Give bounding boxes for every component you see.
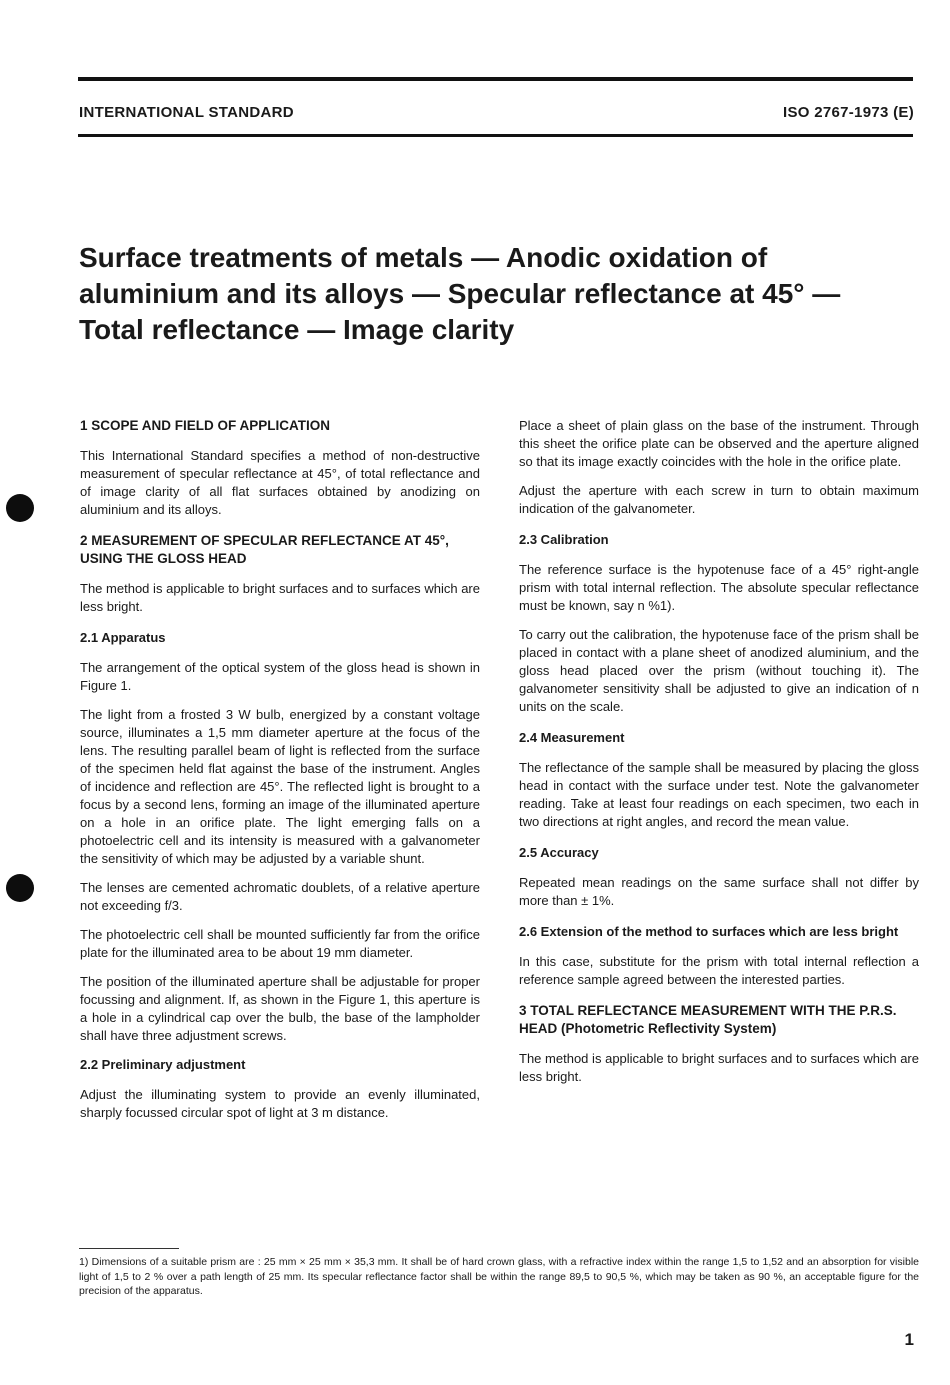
section-3-paragraph: The method is applicable to bright surfaces and to surfaces which are less bright. <box>519 1051 919 1084</box>
title-line-1: Surface treatments of metals — Anodic oxidation of <box>79 242 768 273</box>
header-rule-top <box>78 77 913 81</box>
header-standard-number: ISO 2767-1973 (E) <box>782 104 914 121</box>
footnote-divider <box>79 1248 179 1249</box>
title-line-2: aluminium and its alloys — Specular reflectance at 45° — <box>79 278 841 309</box>
section-2-2-heading: 2.2 Preliminary adjustment <box>80 1057 246 1072</box>
section-2-paragraph: The method is applicable to bright surfaces and to surfaces which are less bright. <box>80 581 480 614</box>
left-column <box>80 417 480 1133</box>
section-2-3-heading: 2.3 Calibration <box>519 532 609 547</box>
punch-hole <box>6 874 34 902</box>
section-2-5-heading: 2.5 Accuracy <box>519 845 599 860</box>
section-2-1-paragraph-2: The light from a frosted 3 W bulb, energized by a constant voltage source, illuminates a 1,5 mm diameter aperture at the focus of the lens. The resulting parallel beam of light is reflected from the surface of the specimen held flat against the base of the instrument. Angles of incidence and reflection are 45°. The reflected light is brought to a focus by a second lens, forming an image of the illuminated aperture on a hole in an orifice plate. The light emerging falls on a photoelectric cell and its intensity is measured with a galvanometer the sensitivity of which may be adjusted by a variable shunt. <box>80 707 480 866</box>
section-2-1-paragraph-4: The photoelectric cell shall be mounted sufficiently far from the orifice plate for the illuminated area to be about 19 mm diameter. <box>80 927 480 960</box>
footnote: 1) Dimensions of a suitable prism are : 25 mm × 25 mm × 35,3 mm. It shall be of hard crown glass, with a refractive index within the range 1,5 to 1,52 and an absorption for visible light of 1,5 to 2 % over a path length of 25 mm. Its specular reflectance factor shall be within the range 89,5 to 90,5 %, which may be taken as 90 %, an acceptable figure for the precision of the apparatus. <box>79 1256 919 1297</box>
section-2-3-paragraph-1: The reference surface is the hypotenuse face of a 45° right-angle prism with total internal reflection. The absolute specular reflectance must be known, say n %1). <box>519 562 919 613</box>
section-2-6-paragraph: In this case, substitute for the prism with total internal reflection a reference sample agreed between the interested parties. <box>519 954 919 987</box>
title-line-3: Total reflectance — Image clarity <box>79 314 515 345</box>
header-rule-bottom <box>78 134 913 137</box>
section-2-1-heading: 2.1 Apparatus <box>80 630 166 645</box>
section-2-4-paragraph: The reflectance of the sample shall be measured by placing the gloss head in contact with the surface under test. Note the galvanometer reading. Take at least four readings on each specimen, two each in two directions at right angles, and record the mean value. <box>519 760 919 829</box>
document-title <box>79 240 899 348</box>
section-2-4-heading: 2.4 Measurement <box>519 730 625 745</box>
section-3-heading: 3 TOTAL REFLECTANCE MEASUREMENT WITH THE P.R.S. HEAD (Photometric Reflectivity System) <box>519 1003 897 1036</box>
section-2-6-heading: 2.6 Extension of the method to surfaces which are less bright <box>519 924 899 939</box>
section-2-3-paragraph-2: To carry out the calibration, the hypotenuse face of the prism shall be placed in contact with a plane sheet of anodized aluminium, and the gloss head placed over the prism (without touching it). The galvanometer sensitivity shall be adjusted to give an indication of n units on the scale. <box>519 627 919 714</box>
right-column <box>519 417 919 1097</box>
section-1-paragraph: This International Standard specifies a method of non-destructive measurement of specular reflectance at 45°, of total reflectance and of image clarity of all flat surfaces obtained by anodizing on aluminium and its alloys. <box>80 448 480 517</box>
punch-hole <box>6 494 34 522</box>
section-2-1-paragraph-1: The arrangement of the optical system of the gloss head is shown in Figure 1. <box>80 660 480 693</box>
section-2-1-paragraph-3: The lenses are cemented achromatic doublets, of a relative aperture not exceeding f/3. <box>80 880 480 913</box>
section-2-2-paragraph: Adjust the illuminating system to provide an evenly illuminated, sharply focussed circular spot of light at 3 m distance. <box>80 1087 480 1120</box>
header-standard-label: INTERNATIONAL STANDARD <box>79 104 294 121</box>
section-2-1-paragraph-5: The position of the illuminated aperture shall be adjustable for proper focussing and alignment. If, as shown in the Figure 1, this aperture is a hole in a cylindrical cap over the bulb, the base of the lampholder shall have three adjustment screws. <box>80 974 480 1043</box>
page-number: 1 <box>904 1330 914 1349</box>
section-2-heading: 2 MEASUREMENT OF SPECULAR REFLECTANCE AT 45°, USING THE GLOSS HEAD <box>80 533 449 566</box>
section-2-5-paragraph: Repeated mean readings on the same surface shall not differ by more than ± 1%. <box>519 875 919 908</box>
section-1-heading: 1 SCOPE AND FIELD OF APPLICATION <box>80 418 331 433</box>
section-2-2-paragraph-3: Adjust the aperture with each screw in turn to obtain maximum indication of the galvanometer. <box>519 483 919 516</box>
section-2-2-paragraph-2: Place a sheet of plain glass on the base of the instrument. Through this sheet the orifice plate can be observed and the aperture aligned so that its image exactly coincides with the hole in the orifice plate. <box>519 418 919 469</box>
